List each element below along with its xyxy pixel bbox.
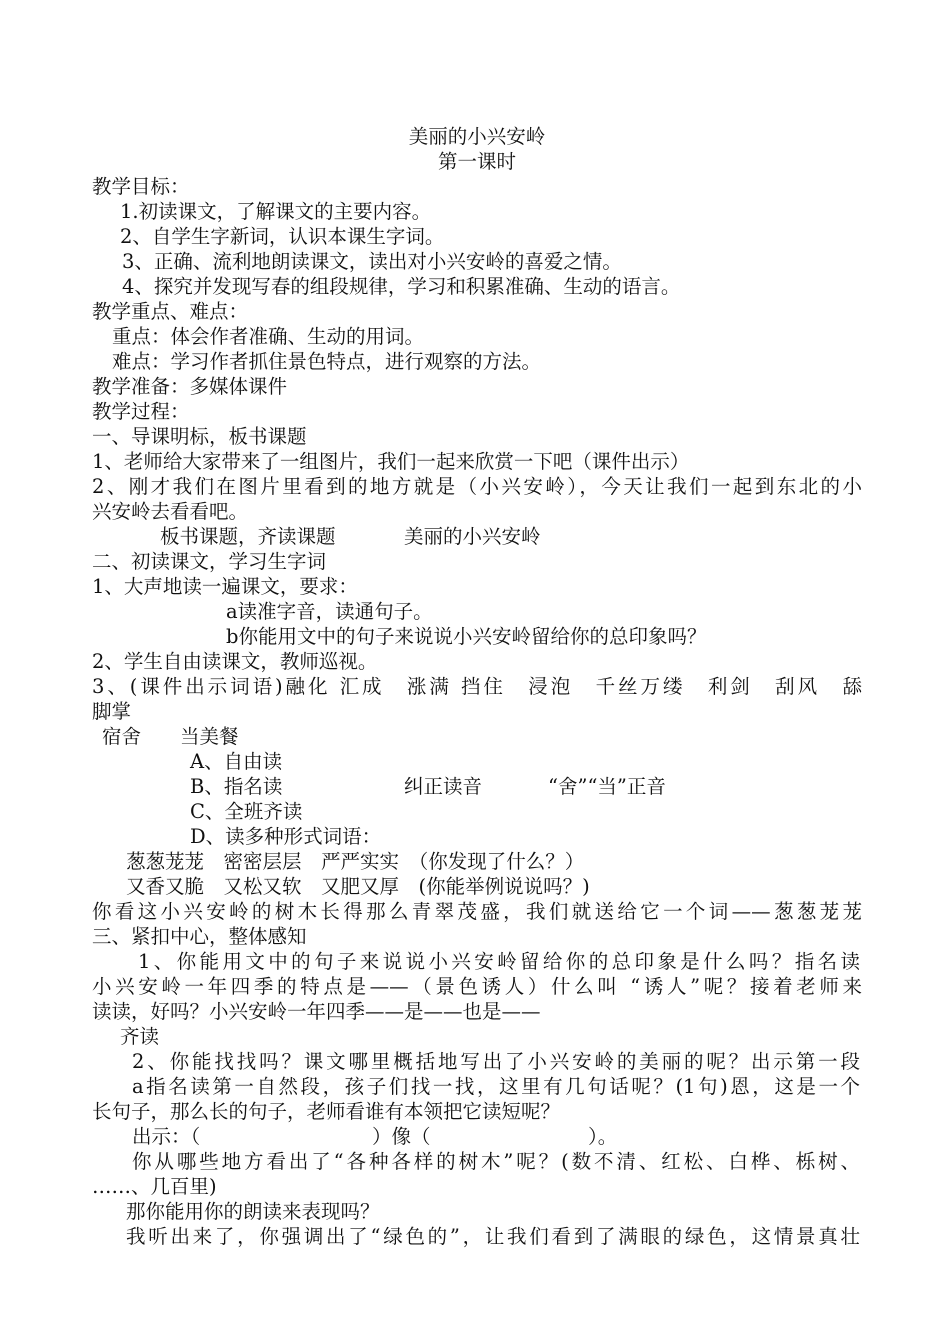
vocab-word: 当美餐 (180, 725, 239, 748)
text-line: 难点：学习作者抓住景色特点，进行观察的方法。 (112, 350, 542, 373)
text-line: 2、刚才我们在图片里看到的地方就是（小兴安岭），今天让我们一起到东北的小 (92, 475, 862, 498)
section-heading: 一、导课明标，板书课题 (92, 425, 307, 448)
reading-step: D、读多种形式词语： (190, 825, 382, 848)
section-heading: 教学准备：多媒体课件 (92, 375, 288, 398)
text-line: 1、你能用文中的句子来说说小兴安岭留给你的总印象是什么吗？指名读 (138, 950, 860, 973)
text-line: ）像（ (372, 1125, 431, 1148)
text-line: 我听出来了，你强调出了“绿色的”，让我们看到了满眼的绿色，这情景真壮 (126, 1225, 860, 1248)
text-line: b你能用文中的句子来说说小兴安岭留给你的总印象吗？ (226, 625, 707, 648)
goal-item: 1.初读课文，了解课文的主要内容。 (120, 200, 432, 223)
reading-step: A、自由读 (190, 750, 283, 773)
board-title: 美丽的小兴安岭 (404, 525, 541, 548)
document-title: 美丽的小兴安岭 (408, 125, 546, 148)
section-heading: 教学重点、难点： (92, 300, 249, 323)
text-line: 1、大声地读一遍课文，要求： (92, 575, 358, 598)
vocab-word: 宿舍 (102, 725, 142, 748)
text-line: 2、你能找找吗？课文哪里概括地写出了小兴安岭的美丽的呢？出示第一段 (132, 1050, 860, 1073)
reading-step: 纠正读音 (404, 775, 483, 798)
text-line: 板书课题，齐读课题 (160, 525, 336, 548)
text-line: 你从哪些地方看出了“各种各样的树木”呢？(数不清、红松、白桦、栎树、 (132, 1150, 860, 1173)
goal-item: 2、自学生字新词，认识本课生字词。 (120, 225, 445, 248)
goal-item: 3、正确、流利地朗读课文，读出对小兴安岭的喜爱之情。 (122, 250, 622, 273)
text-line: 1、老师给大家带来了一组图片，我们一起来欣赏一下吧（课件出示） (92, 450, 690, 473)
text-line: 出示：（ (132, 1125, 201, 1148)
reading-step: C、全班齐读 (190, 800, 303, 823)
text-line: 兴安岭去看看吧。 (92, 500, 249, 523)
vocab-line: 3、(课件出示词语)融化 汇成 涨满 挡住 浸泡 千丝万缕 利剑 刮风 舔 (92, 675, 862, 698)
vocab-line: 脚掌 (92, 700, 132, 723)
text-line: 齐读 (120, 1025, 160, 1048)
section-heading: 教学过程： (92, 400, 190, 423)
text-line: a读准字音，读通句子。 (226, 600, 433, 623)
text-line: 重点：体会作者准确、生动的用词。 (112, 325, 425, 348)
text-line: 葱葱茏茏 密密层层 严严实实 （你发现了什么？） (126, 850, 585, 873)
document-subtitle: 第一课时 (437, 150, 516, 173)
text-line: 又香又脆 又松又软 又肥又厚 (你能举例说说吗？) (126, 875, 590, 898)
reading-step: “舍”“当”正音 (548, 775, 666, 798)
text-line: 小兴安岭一年四季的特点是——（景色诱人）什么叫 “诱人”呢？接着老师来 (92, 975, 862, 998)
section-heading: 三、紧扣中心，整体感知 (92, 925, 307, 948)
text-line: 长句子，那么长的句子，老师看谁有本领把它读短呢？ (92, 1100, 561, 1123)
section-heading: 教学目标： (92, 175, 190, 198)
text-line: 读读，好吗？小兴安岭一年四季——是——也是—— (92, 1000, 541, 1023)
reading-step: B、指名读 (190, 775, 283, 798)
text-line: 你看这小兴安岭的树木长得那么青翠茂盛，我们就送给它一个词——葱葱茏茏 (92, 900, 862, 923)
goal-item: 4、探究并发现写春的组段规律，学习和积累准确、生动的语言。 (122, 275, 681, 298)
text-line: ）。 (588, 1125, 618, 1148)
text-line: ……、几百里) (92, 1175, 217, 1198)
text-line: 那你能用你的朗读来表现吗？ (126, 1200, 380, 1223)
text-line: 2、学生自由读课文，教师巡视。 (92, 650, 378, 673)
section-heading: 二、初读课文，学习生字词 (92, 550, 327, 573)
text-line: a指名读第一自然段，孩子们找一找，这里有几句话呢？(1句)恩，这是一个 (132, 1075, 860, 1098)
